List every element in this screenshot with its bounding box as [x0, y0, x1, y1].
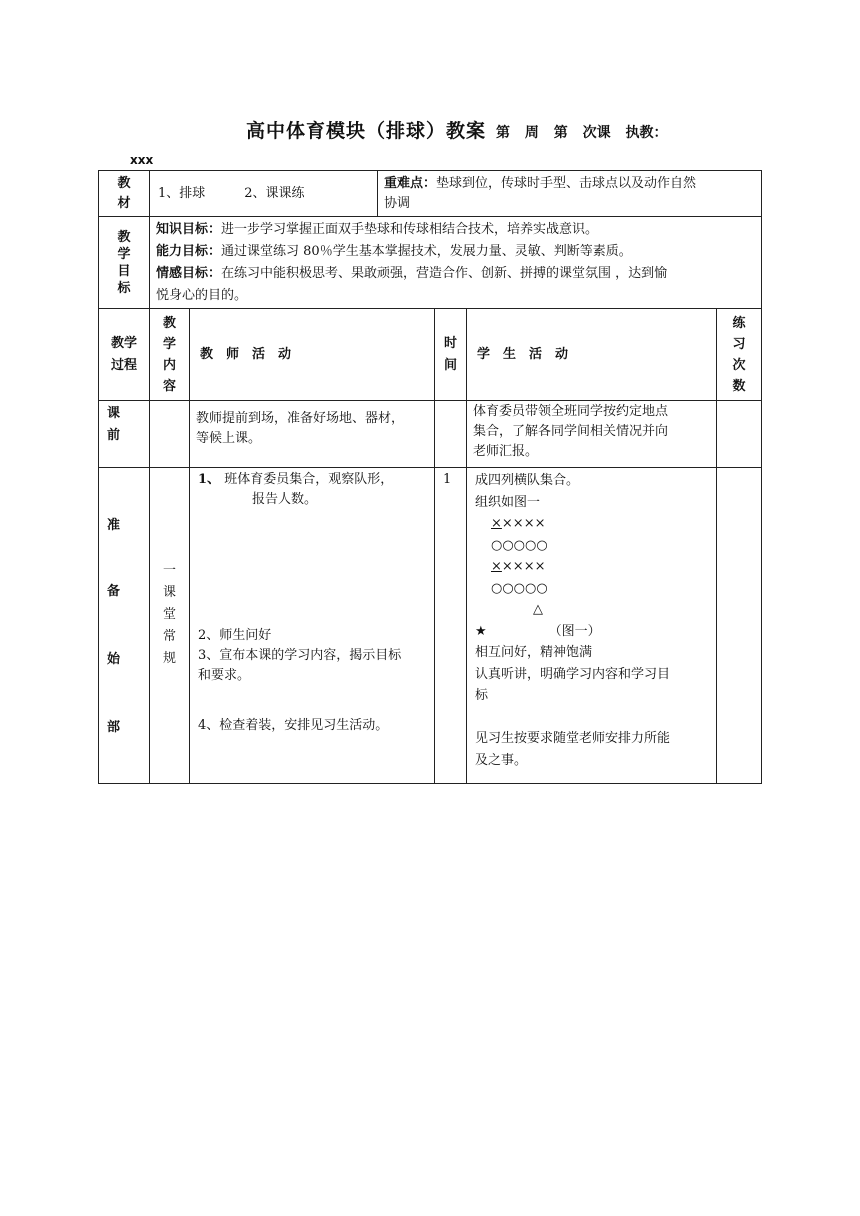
prep-content: 一 课 堂 常 规 [149, 467, 190, 784]
lesson-title: 高中体育模块（排球）教案 [246, 120, 487, 142]
teacher-triangle: △ [533, 602, 543, 617]
preclass-teacher: 教师提前到场，准备好场地、器材， 等候上课。 [189, 400, 435, 468]
formation-row-o: ○○○○○ [491, 580, 548, 596]
col-teacher: 教 师 活 动 [189, 308, 435, 401]
page-title [246, 116, 668, 143]
figure-caption: ★ （图一） [475, 623, 601, 639]
formation-row-o: ○○○○○ [491, 537, 548, 553]
preclass-label: 课 前 [98, 400, 150, 468]
formation-row-x: ××××× [491, 516, 546, 531]
goal-ability: 能力目标：通过课堂练习 80％学生基本掌握技术，发展力量、灵敏、判断等素质。 [156, 244, 632, 259]
formation-row-x: ××××× [491, 559, 546, 574]
material-items: 1、排球 2、课课练 [149, 170, 378, 217]
preclass-student: 体育委员带领全班同学按约定地点 集合，了解各同学间相关情况并向 老师汇报。 [466, 400, 717, 468]
prep-time: 1 [434, 467, 467, 784]
preclass-practice [716, 400, 762, 468]
star-icon: ★ [475, 623, 487, 639]
prep-label: 准 备 始 部 [98, 467, 150, 784]
goals-label: 教 学 目 标 [98, 216, 150, 309]
material-label: 教 材 [98, 170, 150, 217]
goal-knowledge: 知识目标：进一步学习掌握正面双手垫球和传球相结合技术，培养实战意识。 [156, 222, 599, 237]
lesson-meta: 第 周 第 次课 执教： [496, 125, 668, 141]
preclass-content [149, 400, 190, 468]
col-content: 教 学 内 容 [149, 308, 190, 401]
prep-teacher: 1、 班体育委员集合，观察队形， 报告人数。 2、师生问好 3、宣布本课的学习内容，揭示目标 和要求。 4、检查着装，安排见习生活动。 [189, 467, 435, 784]
preclass-time [434, 400, 467, 468]
col-time: 时 间 [434, 308, 467, 401]
teacher-name: xxx [130, 153, 154, 167]
prep-student: 成四列横队集合。 组织如图一 ××××× ○○○○○ ××××× ○○○○○ △ ★ （图一） 相互问好，精神饱满 认真听讲，明确学习内容和学习目 标 见习生按要求随堂老师安排力所能 及之事。 [466, 467, 717, 784]
col-practice: 练 习 次 数 [716, 308, 762, 401]
learning-goals: 知识目标：进一步学习掌握正面双手垫球和传球相结合技术，培养实战意识。 能力目标：通过课堂练习 80％学生基本掌握技术，发展力量、灵敏、判断等素质。 情感目标：在练习中能积极思考、果敢顽强，营造合作、创新、拼搏的课堂氛围 ，达到愉 悦身心的目的。 [149, 216, 762, 309]
key-points: 重难点：垫球到位，传球时手型、击球点以及动作自然 协调 [377, 170, 762, 217]
col-student: 学 生 活 动 [466, 308, 717, 401]
prep-practice [716, 467, 762, 784]
col-process: 教学 过程 [98, 308, 150, 401]
goal-emotion: 情感目标：在练习中能积极思考、果敢顽强，营造合作、创新、拼搏的课堂氛围 ，达到愉 [156, 266, 668, 281]
